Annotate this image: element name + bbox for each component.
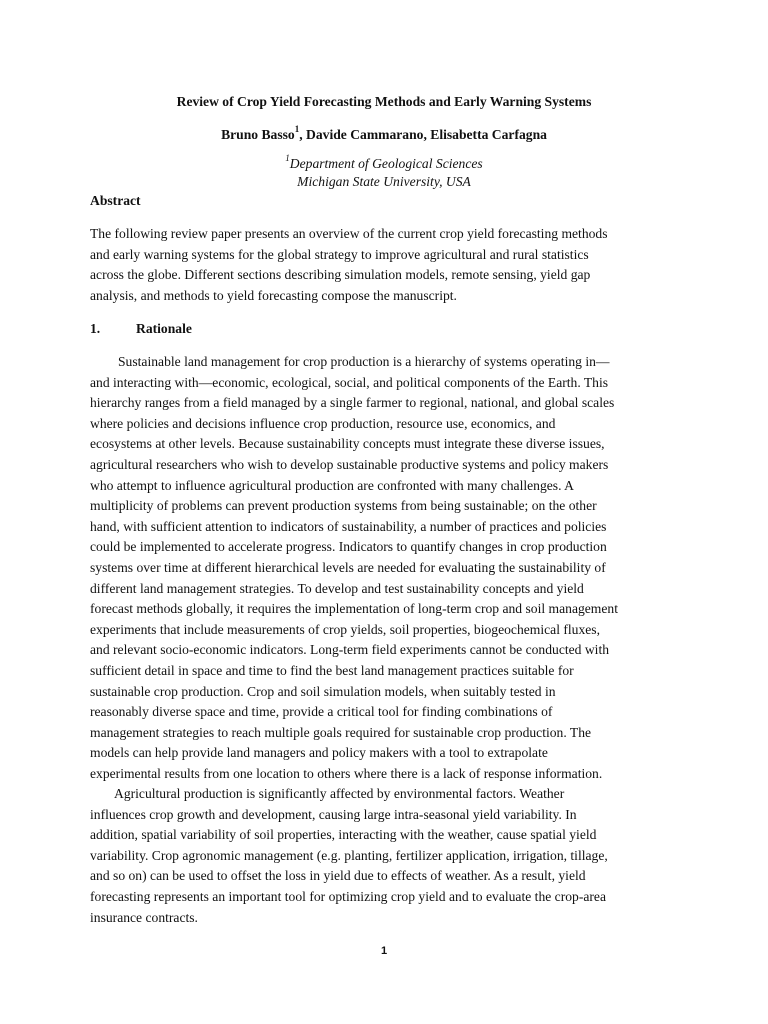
body-line: forecast methods globally, it requires the implementation of long-term crop and soil management <box>90 601 618 617</box>
section-number: 1. <box>90 321 101 336</box>
body-line: reasonably diverse space and time, provide a critical tool for finding combinations of <box>90 704 553 720</box>
abstract-line: The following review paper presents an overview of the current crop yield forecasting methods <box>90 226 608 241</box>
body-line: variability. Crop agronomic management (e.g. planting, fertilizer application, irrigation, tillage, <box>90 847 608 863</box>
body-line: forecasting represents an important tool for optimizing crop yield and to evaluate the crop-area <box>90 888 606 904</box>
body-line: agricultural researchers who wish to develop sustainable productive systems and policy makers <box>90 456 609 472</box>
body-line: experiments that include measurements of crop yields, soil properties, biogeochemical fluxes, <box>90 621 600 637</box>
body-line: could be implemented to accelerate progress. Indicators to quantify changes in crop production <box>90 539 607 555</box>
author-list <box>0 126 768 144</box>
rationale-paragraph-2 <box>90 784 690 928</box>
body-line: sufficient detail in space and time to find the best land management practices suitable for <box>90 662 574 678</box>
body-line: ecosystems at other levels. Because sustainability concepts must integrate these diverse issues, <box>90 436 605 452</box>
affiliation-department: Department of Geological Sciences <box>289 156 483 171</box>
abstract-paragraph <box>90 224 690 306</box>
body-line: Agricultural production is significantly affected by environmental factors. Weather <box>114 786 565 801</box>
first-author-affiliation-mark: 1 <box>294 124 300 135</box>
body-line: and so on) can be used to offset the loss in yield due to effects of weather. As a result, yield <box>90 868 586 884</box>
body-line: hierarchy ranges from a field managed by a single farmer to regional, national, and global scales <box>90 395 615 411</box>
body-line: influences crop growth and development, causing large intra-seasonal yield variability. In <box>90 806 577 822</box>
body-line: Sustainable land management for crop production is a hierarchy of systems operating in— <box>118 354 610 369</box>
abstract-line: analysis, and methods to yield forecasting compose the manuscript. <box>90 287 457 303</box>
body-line: insurance contracts. <box>90 909 198 925</box>
body-line: experimental results from one location to others where there is a lack of response information. <box>90 765 603 781</box>
rationale-paragraph-1 <box>90 352 690 784</box>
affiliation-mark: 1 <box>285 153 290 164</box>
body-line: where policies and decisions influence crop production, resource use, economics, and <box>90 415 556 431</box>
body-line: who attempt to influence agricultural production are confronted with many challenges. A <box>90 477 574 493</box>
affiliation-university: Michigan State University, USA <box>297 174 471 189</box>
body-line: hand, with sufficient attention to indicators of sustainability, a number of practices and policies <box>90 518 607 534</box>
body-line: management strategies to reach multiple goals required for sustainable crop production. The <box>90 724 592 740</box>
body-line: models can help provide land managers and policy makers with a tool to extrapolate <box>90 745 548 761</box>
body-line: and relevant socio-economic indicators. Long-term field experiments cannot be conducted with <box>90 642 610 658</box>
abstract-line: and early warning systems for the global strategy to improve agricultural and rural statistics <box>90 246 589 262</box>
page-number: 1 <box>380 945 388 957</box>
affiliation-department-line <box>0 155 768 173</box>
section-heading <box>90 320 192 338</box>
paper-title: Review of Crop Yield Forecasting Methods and Early Warning Systems <box>176 94 592 109</box>
body-line: addition, spatial variability of soil properties, interacting with the weather, cause spatial yield <box>90 827 597 843</box>
section-title: Rationale <box>136 321 192 336</box>
body-line: different land management strategies. To develop and test sustainability concepts and yield <box>90 580 584 596</box>
other-authors: , Davide Cammarano, Elisabetta Carfagna <box>299 127 547 142</box>
body-line: multiplicity of problems can prevent production systems from being sustainable; on the other <box>90 498 597 514</box>
first-author: Bruno Basso <box>221 127 295 142</box>
body-line: and interacting with—economic, ecological, social, and political components of the Earth. This <box>90 374 609 390</box>
body-line: systems over time at different hierarchical levels are needed for evaluating the sustainability of <box>90 559 606 575</box>
body-line: sustainable crop production. Crop and soil simulation models, when suitably tested in <box>90 683 556 699</box>
abstract-line: across the globe. Different sections describing simulation models, remote sensing, yield gap <box>90 267 591 283</box>
abstract-heading: Abstract <box>90 193 141 208</box>
affiliation <box>0 155 768 191</box>
